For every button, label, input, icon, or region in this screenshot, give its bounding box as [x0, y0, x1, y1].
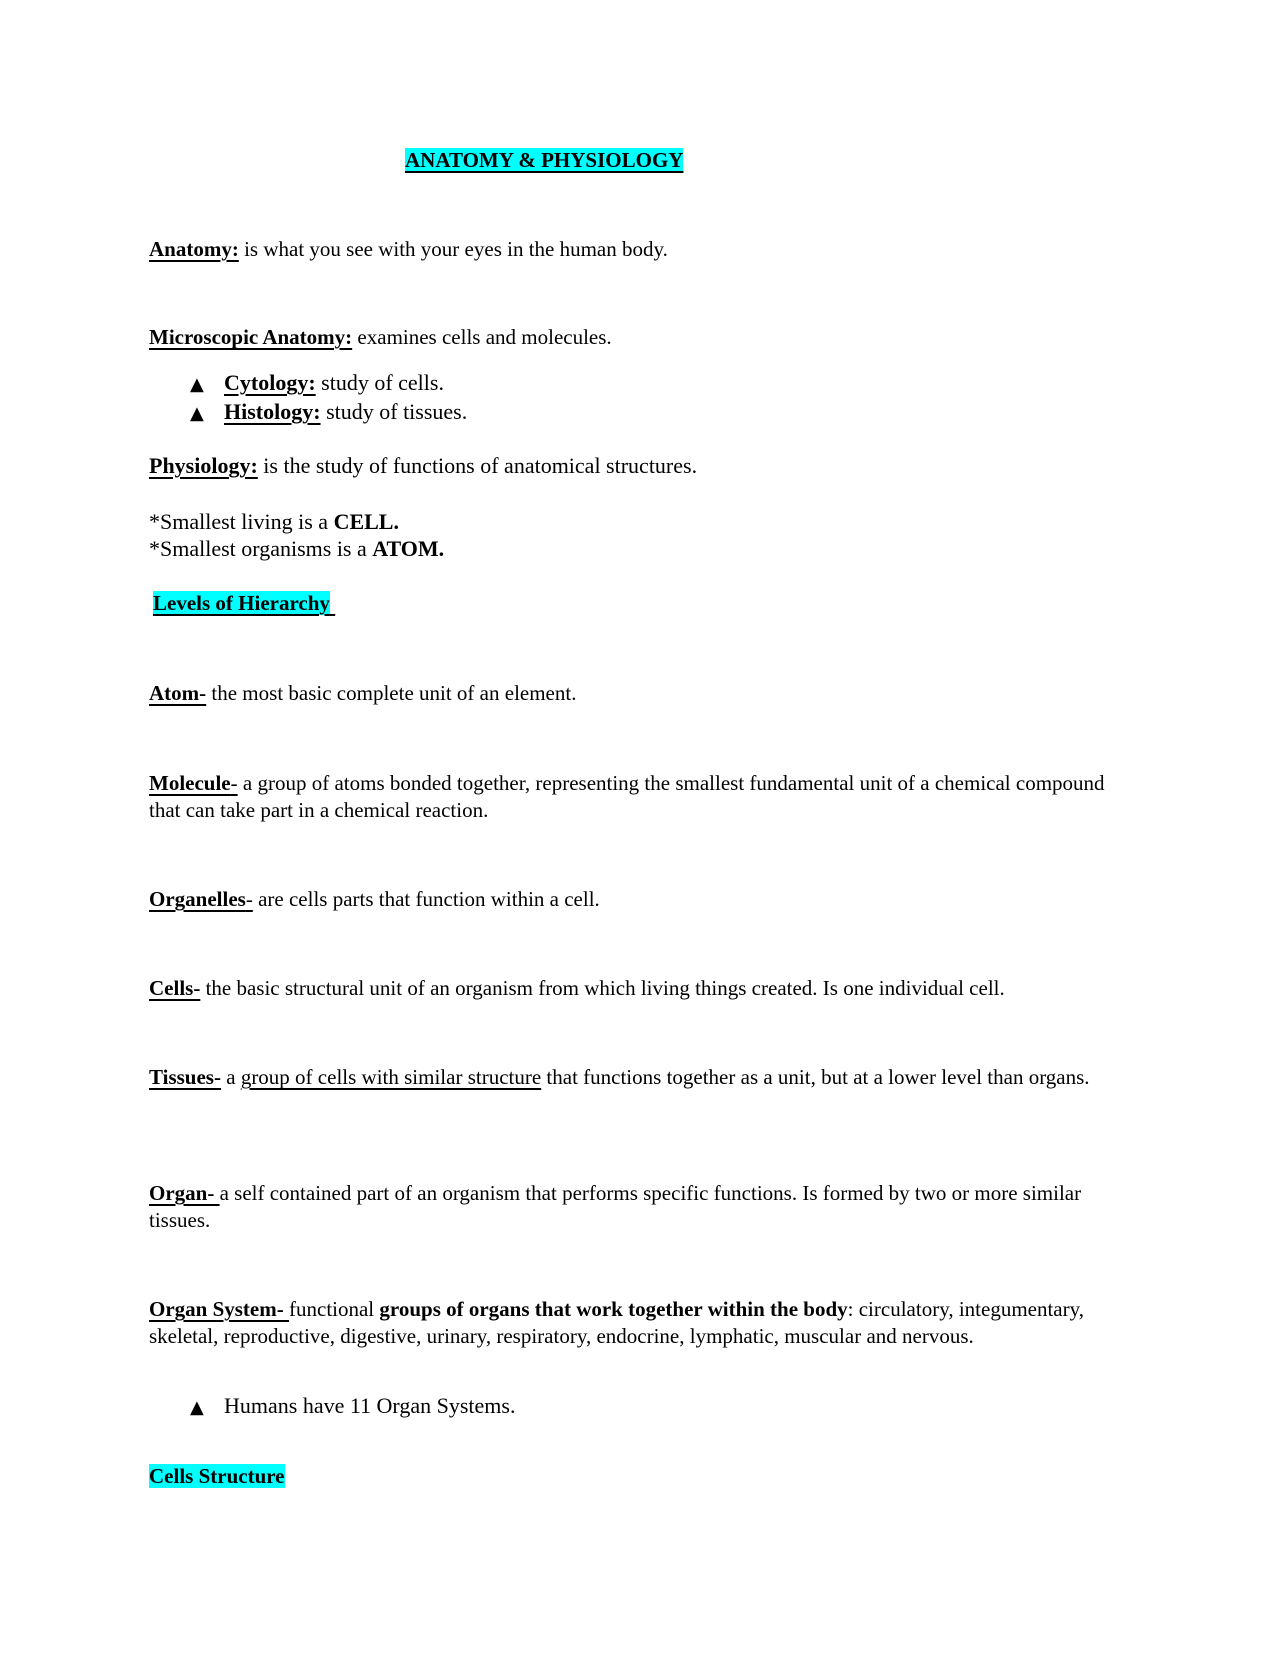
molecule-definition [149, 770, 1129, 824]
heading-trailing-space [330, 591, 335, 615]
note-atom-bold: ATOM. [372, 536, 445, 561]
molecule-term: Molecule [149, 771, 231, 795]
molecule-dash: - [230, 771, 238, 795]
cells-structure-heading [149, 1463, 1129, 1490]
levels-heading-text: Levels of Hierarchy [153, 591, 330, 615]
levels-heading [153, 590, 1133, 617]
note-atom-text: *Smallest organisms is a [149, 536, 373, 561]
note-atom [149, 535, 1129, 562]
organelles-term: Organelles [149, 887, 246, 911]
bullet-organ-systems [190, 1392, 515, 1422]
organelles-text: are cells parts that function within a cell. [252, 887, 600, 911]
atom-text: the most basic complete unit of an element. [206, 681, 577, 705]
cytology-term: Cytology: [224, 370, 316, 395]
physiology-text: is the study of functions of anatomical structures. [257, 453, 698, 478]
tissues-term: Tissues- [149, 1065, 221, 1089]
bullet-cytology [190, 369, 444, 399]
tissues-definition [149, 1064, 1129, 1091]
anatomy-definition [149, 236, 1129, 263]
atom-term: Atom- [149, 681, 207, 705]
organ-system-bold: groups of organs that work together within the body [379, 1297, 848, 1321]
microscopic-definition [149, 324, 1129, 351]
bullet-histology [190, 398, 467, 428]
microscopic-term: Microscopic Anatomy: [149, 325, 353, 349]
microscopic-text: examines cells and molecules. [352, 325, 612, 349]
histology-term: Histology: [224, 399, 321, 424]
atom-definition [149, 680, 1129, 707]
histology-text: study of tissues. [320, 399, 468, 424]
triangle-bullet-icon: ▲ [190, 374, 204, 395]
cells-structure-heading-text: Cells Structure [149, 1464, 285, 1488]
triangle-bullet-icon: ▲ [190, 403, 204, 424]
organelles-dash: - [245, 887, 253, 911]
organ-text: a self contained part of an organism that performs specific functions. Is formed by two or more similar tissues. [149, 1181, 1082, 1232]
cells-text: the basic structural unit of an organism from which living things created. Is one individual cell. [200, 976, 1005, 1000]
anatomy-term: Anatomy: [149, 237, 239, 261]
cytology-text: study of cells. [315, 370, 444, 395]
organ-definition [149, 1180, 1129, 1234]
molecule-text: a group of atoms bonded together, representing the smallest fundamental unit of a chemical compound that can take part in a chemical reaction. [149, 771, 1105, 822]
title-text: ANATOMY & PHYSIOLOGY [405, 148, 684, 172]
note-cell [149, 508, 1129, 535]
organelles-definition [149, 886, 1129, 913]
organ-systems-bullet-text: Humans have 11 Organ Systems. [224, 1393, 516, 1418]
tissues-pre: a [220, 1065, 241, 1089]
note-cell-bold: CELL. [333, 509, 399, 534]
physiology-term: Physiology: [149, 453, 258, 478]
organ-system-text: : circulatory, integumentary, skeletal, reproductive, digestive, urinary, respiratory, endocrine, lymphatic, muscular and nervous. [149, 1297, 1085, 1348]
triangle-bullet-icon: ▲ [190, 1397, 204, 1418]
organ-system-pre: functional [289, 1297, 380, 1321]
organ-term: Organ- [149, 1181, 220, 1205]
physiology-definition [149, 452, 1129, 479]
page-title [405, 147, 1280, 174]
organ-system-definition [149, 1296, 1129, 1350]
anatomy-text: is what you see with your eyes in the human body. [238, 237, 668, 261]
cells-definition [149, 975, 1129, 1002]
tissues-underlined: group of cells with similar structure [240, 1065, 542, 1089]
note-cell-text: *Smallest living is a [149, 509, 334, 534]
tissues-text: that functions together as a unit, but at a lower level than organs. [541, 1065, 1090, 1089]
organ-system-term: Organ System- [149, 1297, 289, 1321]
cells-term: Cells- [149, 976, 201, 1000]
